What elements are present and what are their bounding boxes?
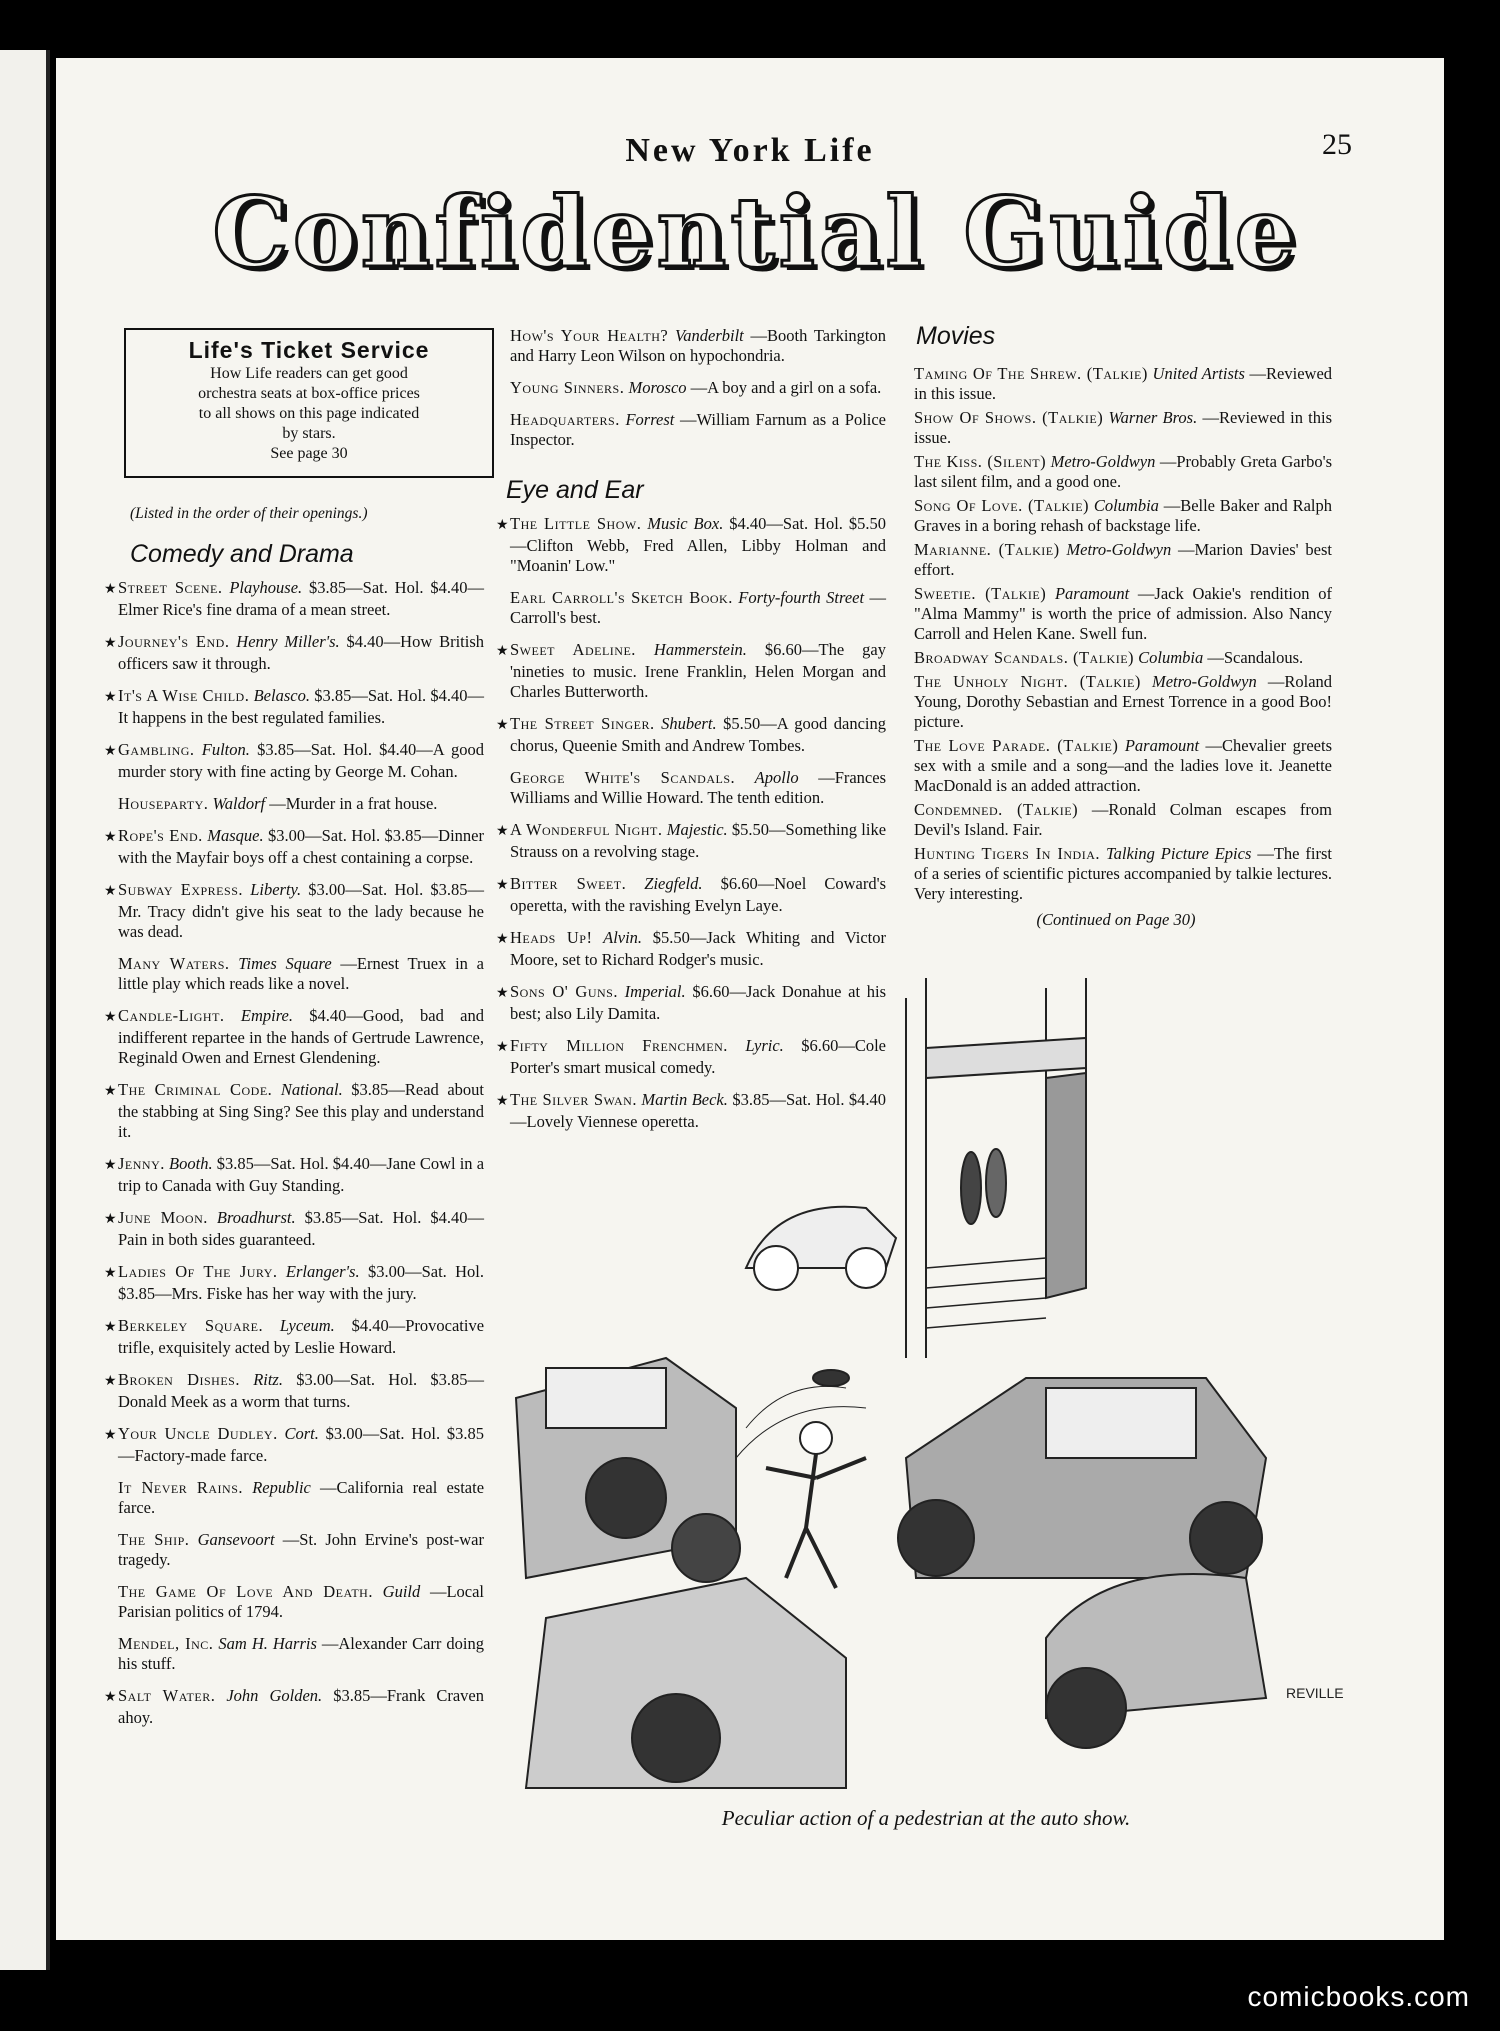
ticket-star-icon: ★ (104, 690, 117, 705)
listing-venue: Paramount (1124, 736, 1200, 755)
listing-description: $3.85—Sat. Hol. $4.40—It happens in the best regulated families. (118, 686, 485, 727)
ticket-star-icon: ★ (496, 932, 509, 947)
listing-title: Fifty Million Frenchmen. (510, 1036, 728, 1055)
listing-description: $4.40—Provocative trifle, exquisitely acted by Leslie Howard. (118, 1316, 485, 1357)
listing-entry (104, 1154, 484, 1196)
listing-entry (900, 584, 1332, 644)
listing-title: It Never Rains. (118, 1478, 244, 1497)
listing-description: —Roland Young, Dorothy Sebastian and Ernest Torrence in a good Boo! picture. (914, 672, 1333, 731)
listing-venue: John Golden. (226, 1686, 323, 1705)
listing-entry (496, 326, 886, 366)
listing-description: —Ernest Truex in a little play which reads like a novel. (118, 954, 484, 993)
listing-description: —The first of a series of scientific pictures accompanied by talkie lectures. Very interesting. (914, 844, 1333, 903)
ticket-star-icon: ★ (104, 636, 117, 651)
listing-entry (496, 410, 886, 450)
listing-title: The Little Show. (510, 514, 642, 533)
listing-entry (104, 1006, 484, 1068)
listing-venue: Talking Picture Epics (1105, 844, 1252, 863)
ticket-star-icon: ★ (496, 1040, 509, 1055)
listing-entry (900, 452, 1332, 492)
listing-entry (496, 714, 886, 756)
listing-description: —Belle Baker and Ralph Graves in a boring rehash of backstage life. (914, 496, 1332, 535)
listing-title: Jenny. (118, 1154, 165, 1173)
section-title-eye-and-ear: Eye and Ear (506, 476, 644, 504)
listing-title: Sons O' Guns. (510, 982, 618, 1001)
listing-venue: National. (280, 1080, 343, 1099)
listing-entry (496, 640, 886, 702)
listing-entry (104, 1370, 484, 1412)
artist-signature: REVILLE (1286, 1685, 1344, 1701)
listing-title: Young Sinners. (510, 378, 625, 397)
listing-description: —Reviewed in this issue. (914, 408, 1332, 447)
listing-title: Broadway Scandals. (Talkie) (914, 648, 1135, 667)
listing-description: $3.85—Sat. Hol. $4.40—Elmer Rice's fine drama of a mean street. (118, 578, 485, 619)
listing-venue: Imperial. (624, 982, 686, 1001)
listing-venue: Columbia (1093, 496, 1159, 515)
listing-venue: Waldorf (212, 794, 266, 813)
listing-description: —Frances Williams and Willie Howard. The tenth edition. (510, 768, 887, 807)
listing-venue: Shubert. (661, 714, 717, 733)
listing-venue: Guild (382, 1582, 421, 1601)
ticket-star-icon: ★ (496, 878, 509, 893)
ticket-star-icon: ★ (104, 1010, 117, 1025)
listing-venue: Alvin. (603, 928, 643, 947)
listing-venue: Majestic. (666, 820, 728, 839)
listing-description: $3.00—Sat. Hol. $3.85—Mrs. Fiske has her way with the jury. (118, 1262, 485, 1303)
listing-venue: Playhouse. (229, 578, 303, 597)
ticket-service-see-page: See page 30 (270, 445, 348, 462)
listing-entry (104, 1582, 484, 1622)
listing-description: $6.60—Cole Porter's smart musical comedy. (510, 1036, 887, 1077)
listing-venue: Metro-Goldwyn (1151, 672, 1257, 691)
listing-venue: Booth. (169, 1154, 213, 1173)
listing-entry (104, 1686, 484, 1728)
listing-venue: Metro-Goldwyn (1066, 540, 1172, 559)
listing-title: Broken Dishes. (118, 1370, 240, 1389)
listing-description: —Local Parisian politics of 1794. (118, 1582, 484, 1621)
listing-description: —Ronald Colman escapes from Devil's Island. Fair. (914, 800, 1333, 839)
listing-title: Gambling. (118, 740, 195, 759)
listing-venue: Empire. (240, 1006, 293, 1025)
ticket-star-icon: ★ (496, 824, 509, 839)
auto-show-illustration (486, 938, 1366, 1798)
column-right (900, 322, 1333, 930)
illustration-caption: Peculiar action of a pedestrian at the auto show. (721, 1806, 1131, 1830)
listing-entry (104, 1208, 484, 1250)
listing-title: The Ship. (118, 1530, 190, 1549)
listing-description: —Carroll's best. (510, 588, 886, 627)
listing-entry (496, 588, 886, 628)
ticket-star-icon: ★ (104, 1690, 117, 1705)
listing-description: —Reviewed in this issue. (914, 364, 1333, 403)
listing-description: $5.50—Something like Strauss on a revolving stage. (510, 820, 887, 861)
listing-entry (104, 1530, 484, 1570)
listing-entry (104, 794, 484, 814)
listing-description: $3.85—Sat. Hol. $4.40—Jane Cowl in a trip to Canada with Guy Standing. (118, 1154, 485, 1195)
listing-entry (900, 540, 1332, 580)
listing-venue: Cort. (284, 1424, 319, 1443)
listing-title: Subway Express. (118, 880, 243, 899)
ticket-star-icon: ★ (104, 1374, 117, 1389)
listing-title: Many Waters. (118, 954, 230, 973)
listing-venue: Paramount (1054, 584, 1130, 603)
ticket-star-icon: ★ (496, 644, 509, 659)
listing-entry (104, 826, 484, 868)
listing-description: $4.40—How British officers saw it through. (118, 632, 484, 673)
listing-entry (900, 408, 1332, 448)
listing-description: $3.00—Sat. Hol. $3.85—Mr. Tracy didn't give his seat to the lady because he was dead. (118, 880, 485, 941)
listing-entry (104, 1478, 484, 1518)
listing-description: $6.60—Jack Donahue at his best; also Lily Damita. (510, 982, 887, 1023)
listing-entry (104, 954, 484, 994)
listing-title: The Game Of Love And Death. (118, 1582, 373, 1601)
ticket-star-icon: ★ (496, 1094, 509, 1109)
listing-venue: Times Square (238, 954, 332, 973)
listing-entry (104, 1262, 484, 1304)
listing-entry (104, 740, 484, 782)
listing-venue: Belasco. (253, 686, 310, 705)
listing-entry (496, 768, 886, 808)
listing-description: —William Farnum as a Police Inspector. (510, 410, 887, 449)
listing-title: Song Of Love. (Talkie) (914, 496, 1090, 515)
listing-order-note: (Listed in the order of their openings.) (130, 505, 368, 522)
listing-entry (104, 1316, 484, 1358)
listing-title: Berkeley Square. (118, 1316, 264, 1335)
listing-description: $6.60—The gay 'nineties to music. Irene Franklin, Helen Morgan and Charles Butterworth. (510, 640, 886, 701)
listing-venue: Forrest (625, 410, 675, 429)
listing-venue: Lyceum. (279, 1316, 335, 1335)
listing-title: Rope's End. (118, 826, 203, 845)
listing-entry (104, 1634, 484, 1674)
listing-description: —California real estate farce. (118, 1478, 485, 1517)
listing-venue: United Artists (1152, 364, 1245, 383)
listing-description: $4.40—Sat. Hol. $5.50—Clifton Webb, Fred Allen, Libby Holman and "Moanin' Low." (510, 514, 887, 575)
listing-entry (900, 800, 1332, 840)
listing-description: —Probably Greta Garbo's last silent film, and a good one. (914, 452, 1333, 491)
listing-entry (900, 672, 1332, 732)
listing-title: Sweet Adeline. (510, 640, 636, 659)
masthead-title: Confidential Guide (212, 176, 1300, 289)
listing-entry (496, 820, 886, 862)
listing-venue: Henry Miller's. (236, 632, 340, 651)
listing-description: $3.85—Sat. Hol. $4.40—A good murder story with fine acting by George M. Cohan. (118, 740, 485, 781)
watermark-logo: comicbooks.com (1247, 1981, 1470, 2012)
listing-title: June Moon. (118, 1208, 208, 1227)
listing-venue: Ziegfeld. (644, 874, 703, 893)
magazine-page (56, 58, 1444, 1940)
listing-title: Taming Of The Shrew. (Talkie) (914, 364, 1148, 383)
listing-description: $3.00—Sat. Hol. $3.85—Donald Meek as a worm that turns. (118, 1370, 485, 1411)
listing-title: Mendel, Inc. (118, 1634, 214, 1653)
listing-description: —Marion Davies' best effort. (914, 540, 1332, 579)
listing-title: Show Of Shows. (Talkie) (914, 408, 1104, 427)
listing-entry (900, 364, 1332, 404)
listing-title: Earl Carroll's Sketch Book. (510, 588, 733, 607)
listing-entry (496, 874, 886, 916)
listing-entry (104, 686, 484, 728)
listing-description: $3.85—Read about the stabbing at Sing Sing? See this play and understand it. (118, 1080, 485, 1141)
listing-title: Hunting Tigers In India. (914, 844, 1100, 863)
listing-title: The Kiss. (Silent) (914, 452, 1047, 471)
listing-venue: Ritz. (253, 1370, 283, 1389)
listing-title: Sweetie. (Talkie) (914, 584, 1047, 603)
ticket-star-icon: ★ (104, 884, 117, 899)
ticket-service-line: to all shows on this page indicated (198, 405, 420, 422)
ticket-star-icon: ★ (104, 1320, 117, 1335)
listing-title: Marianne. (Talkie) (914, 540, 1060, 559)
comedy-list (104, 578, 484, 1728)
listing-venue: Warner Bros. (1108, 408, 1198, 427)
listing-description: —Booth Tarkington and Harry Leon Wilson on hypochondria. (510, 326, 887, 365)
ticket-service-line: How Life readers can get good (210, 365, 408, 382)
listing-entry (900, 648, 1332, 668)
listing-venue: Martin Beck. (641, 1090, 728, 1109)
listing-description: $3.00—Sat. Hol. $3.85—Factory-made farce. (118, 1424, 484, 1465)
ticket-star-icon: ★ (104, 582, 117, 597)
listing-entry (104, 578, 484, 620)
listing-description: —Scandalous. (1207, 648, 1304, 667)
listing-description: $3.85—Sat. Hol. $4.40—Pain in both sides guaranteed. (118, 1208, 484, 1249)
listing-venue: Gansevoort (197, 1530, 275, 1549)
section-title-movies: Movies (916, 322, 996, 350)
page-number: 25 (1322, 128, 1352, 161)
listing-description: $5.50—A good dancing chorus, Queenie Smith and Andrew Tombes. (510, 714, 887, 755)
listing-title: Condemned. (Talkie) (914, 800, 1079, 819)
ticket-star-icon: ★ (104, 1084, 117, 1099)
listing-description: $3.85—Sat. Hol. $4.40—Lovely Viennese operetta. (510, 1090, 887, 1131)
listing-title: Houseparty. (118, 794, 209, 813)
listing-title: Candle-Light. (118, 1006, 225, 1025)
listing-description: $6.60—Noel Coward's operetta, with the ravishing Evelyn Laye. (510, 874, 887, 915)
listing-title: Heads Up! (510, 928, 593, 947)
listing-title: Headquarters. (510, 410, 620, 429)
ticket-star-icon: ★ (104, 1266, 117, 1281)
listing-description: $3.00—Sat. Hol. $3.85—Dinner with the Mayfair boys off a chest containing a corpse. (118, 826, 484, 867)
listing-venue: Columbia (1138, 648, 1204, 667)
listing-description: $3.85—Frank Craven ahoy. (118, 1686, 484, 1727)
listing-entry (900, 736, 1332, 796)
listing-description: —St. John Ervine's post-war tragedy. (118, 1530, 485, 1569)
adjacent-page-edge (0, 50, 50, 1970)
listing-venue: Broadhurst. (216, 1208, 296, 1227)
listing-entry (496, 514, 886, 576)
listing-venue: Lyric. (745, 1036, 784, 1055)
listing-venue: Hammerstein. (653, 640, 747, 659)
listing-title: It's A Wise Child. (118, 686, 250, 705)
listing-venue: Vanderbilt (675, 326, 744, 345)
listing-title: George White's Scandals. (510, 768, 736, 787)
listing-venue: Music Box. (647, 514, 724, 533)
listing-entry (104, 880, 484, 942)
listing-title: Salt Water. (118, 1686, 216, 1705)
listing-entry (900, 844, 1332, 904)
ticket-star-icon: ★ (496, 718, 509, 733)
listing-venue: Metro-Goldwyn (1050, 452, 1156, 471)
listing-entry (104, 632, 484, 674)
listing-entry (104, 1080, 484, 1142)
listing-venue: Erlanger's. (285, 1262, 360, 1281)
ticket-service-box (124, 328, 494, 478)
listing-description: $4.40—Good, bad and indifferent repartee in the hands of Gertrude Lawrence, Reginald Owen and Ernest Glendening. (118, 1006, 484, 1067)
listing-entry (104, 1424, 484, 1466)
listing-venue: Sam H. Harris (218, 1634, 317, 1653)
ticket-star-icon: ★ (104, 1158, 117, 1173)
listing-title: The Street Singer. (510, 714, 655, 733)
listing-description: —Chevalier greets sex with a smile and a song—and the ladies love it. Jeanette MacDonald is an added attraction. (914, 736, 1332, 795)
listing-title: A Wonderful Night. (510, 820, 663, 839)
ticket-star-icon: ★ (104, 1428, 117, 1443)
listing-title: The Unholy Night. (Talkie) (914, 672, 1141, 691)
listing-venue: Apollo (754, 768, 799, 787)
listing-title: Your Uncle Dudley. (118, 1424, 278, 1443)
listing-entry (900, 496, 1332, 536)
listing-venue: Fulton. (201, 740, 250, 759)
listing-title: The Love Parade. (Talkie) (914, 736, 1119, 755)
listing-title: Bitter Sweet. (510, 874, 627, 893)
listing-title: Street Scene. (118, 578, 223, 597)
section-title-comedy: Comedy and Drama (130, 540, 354, 568)
listing-venue: Morosco (628, 378, 687, 397)
ticket-star-icon: ★ (496, 518, 509, 533)
listing-title: Ladies Of The Jury. (118, 1262, 278, 1281)
listing-venue: Republic (252, 1478, 311, 1497)
ticket-star-icon: ★ (496, 986, 509, 1001)
listing-entry (496, 378, 886, 398)
listing-description: $5.50—Jack Whiting and Victor Moore, set to Richard Rodger's music. (510, 928, 887, 969)
comedy-list-continued (496, 326, 886, 450)
listing-venue: Liberty. (250, 880, 302, 899)
ticket-service-title: Life's Ticket Service (188, 337, 430, 363)
ticket-service-line: orchestra seats at box-office prices (198, 385, 420, 402)
ticket-service-line: by stars. (282, 425, 336, 442)
listing-title: The Silver Swan. (510, 1090, 637, 1109)
section-kicker: New York Life (625, 132, 875, 169)
listing-description: —Jack Oakie's rendition of "Alma Mammy" is worth the price of admission. Also Nancy Carroll and Helen Kane. Swell fun. (914, 584, 1332, 643)
listing-description: —Murder in a frat house. (269, 794, 438, 813)
continued-note: (Continued on Page 30) (1036, 910, 1196, 929)
listing-venue: Masque. (207, 826, 264, 845)
column-left (104, 328, 484, 1740)
listing-title: How's Your Health? (510, 326, 669, 345)
listing-title: The Criminal Code. (118, 1080, 273, 1099)
ticket-star-icon: ★ (104, 744, 117, 759)
ticket-star-icon: ★ (104, 830, 117, 845)
movies-list (900, 364, 1332, 904)
ticket-star-icon: ★ (104, 1212, 117, 1227)
listing-description: —Alexander Carr doing his stuff. (118, 1634, 484, 1673)
listing-title: Journey's End. (118, 632, 230, 651)
listing-description: —A boy and a girl on a sofa. (690, 378, 882, 397)
listing-venue: Forty-fourth Street (738, 588, 865, 607)
